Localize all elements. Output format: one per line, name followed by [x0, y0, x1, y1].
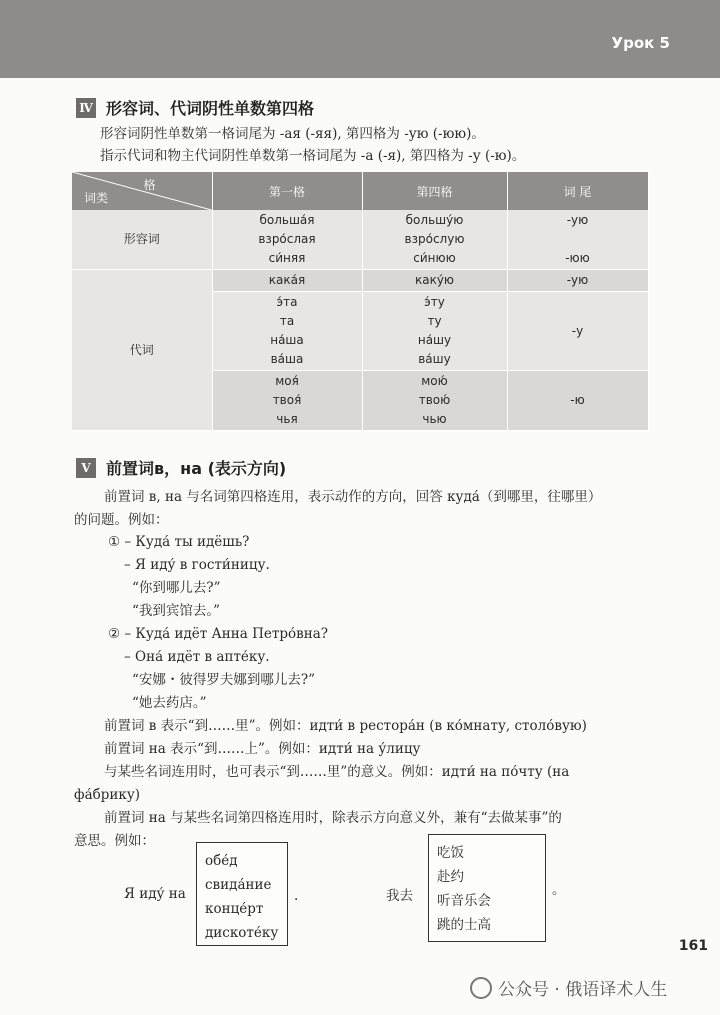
- demonstrative-accusative: э́ту ту на́шу ва́шу: [362, 292, 507, 371]
- right-example-prefix: 我去: [386, 888, 413, 904]
- section-4-heading: [76, 96, 314, 119]
- adjective-label: 形容词: [72, 210, 212, 270]
- list-item: обе́д: [205, 853, 238, 869]
- section-5-number: Ⅴ: [76, 458, 96, 478]
- table-header-row: [72, 172, 648, 210]
- possessive-ending: -ю: [507, 371, 648, 431]
- left-word-box: [196, 842, 288, 946]
- section-4-title: 形容词、代词阴性单数第四格: [106, 99, 315, 118]
- watermark-text: 公众号 · 俄语译术人生: [498, 980, 668, 1000]
- section-5-intro-2: 的问题。例如：: [74, 512, 169, 528]
- left-example-suffix: .: [294, 888, 299, 904]
- kakaya-accusative: каку́ю: [362, 270, 507, 292]
- section-4-line-1: 形容词阴性单数第一格词尾为 -ая (-яя), 第四格为 -ую (-юю)。: [100, 126, 485, 142]
- header-ending: 词 尾: [507, 172, 648, 210]
- example-2-answer-zh: “她去药店。”: [132, 695, 207, 711]
- list-item: 吃饭: [437, 845, 464, 861]
- example-1-answer-zh: “我到宾馆去。”: [132, 603, 221, 619]
- list-item: 赴约: [437, 869, 464, 885]
- demonstrative-nominative: э́та та на́ша ва́ша: [212, 292, 362, 371]
- watermark: [470, 975, 667, 1000]
- rule-some-2: фа́брику): [74, 787, 141, 803]
- example-2-question: ② – Куда́ идёт Анна Петро́вна?: [108, 626, 328, 642]
- possessive-nominative: моя́ твоя́ чья: [212, 371, 362, 431]
- table-row: [72, 210, 648, 270]
- page-number: 161: [678, 938, 708, 954]
- right-word-box: [428, 834, 546, 942]
- kakaya-ending: -ую: [507, 270, 648, 292]
- demonstrative-ending: -у: [507, 292, 648, 371]
- header-class: 词类: [84, 191, 109, 205]
- list-item: конце́рт: [205, 901, 264, 917]
- left-example-prefix: Я иду́ на: [124, 886, 186, 902]
- section-5-title: 前置词в，на (表示方向): [106, 459, 287, 478]
- rule-do-1: 前置词 на 与某些名词第四格连用时，除表示方向意义外，兼有“去做某事”的: [104, 810, 562, 826]
- possessive-accusative: мою́ твою́ чью: [362, 371, 507, 431]
- rule-do-2: 意思。例如：: [74, 833, 155, 849]
- pronoun-label: 代词: [72, 270, 212, 431]
- adjective-accusative: большу́ю взро́слую си́нюю: [362, 210, 507, 270]
- table-corner-cell: [72, 172, 212, 210]
- example-2-question-zh: “安娜・彼得罗夫娜到哪儿去?”: [132, 672, 316, 688]
- declension-table: [72, 172, 649, 431]
- example-1-question-zh: “你到哪儿去?”: [132, 580, 221, 596]
- wechat-icon: [470, 977, 492, 999]
- adjective-nominative: больша́я взро́слая си́няя: [212, 210, 362, 270]
- example-1-answer: – Я иду́ в гости́ницу.: [124, 557, 270, 573]
- rule-some-1: 与某些名词连用时，也可表示“到……里”的意义。例如：идти́ на по́чту (на: [104, 764, 570, 780]
- example-2-answer: – Она́ идёт в апте́ку.: [124, 649, 270, 665]
- lesson-label: Урок 5: [611, 34, 670, 52]
- section-4-number: Ⅳ: [76, 98, 96, 118]
- list-item: дискоте́ку: [205, 925, 279, 941]
- rule-na: 前置词 на 表示“到……上”。例如：идти́ на у́лицу: [104, 741, 421, 757]
- rule-v: 前置词 в 表示“到……里”。例如：идти́ в рестора́н (в ко́мнату, столо́вую): [104, 718, 587, 734]
- header-accusative: 第四格: [362, 172, 507, 210]
- right-example-suffix: 。: [552, 882, 566, 898]
- section-5-heading: [76, 456, 286, 479]
- list-item: 跳的士高: [437, 917, 491, 933]
- table-row: [72, 270, 648, 292]
- list-item: свида́ние: [205, 877, 272, 893]
- example-1-question: ① – Куда́ ты идёшь?: [108, 534, 250, 550]
- list-item: 听音乐会: [437, 893, 491, 909]
- header-case: 格: [143, 178, 156, 192]
- section-4-line-2: 指示代词和物主代词阴性单数第一格词尾为 -а (-я), 第四格为 -у (-ю)。: [100, 148, 526, 164]
- adjective-ending: -ую -юю: [507, 210, 648, 270]
- header-nominative: 第一格: [212, 172, 362, 210]
- kakaya-nominative: кака́я: [212, 270, 362, 292]
- section-5-intro-1: 前置词 в, на 与名词第四格连用，表示动作的方向，回答 куда́（到哪里，往哪里）: [104, 489, 602, 505]
